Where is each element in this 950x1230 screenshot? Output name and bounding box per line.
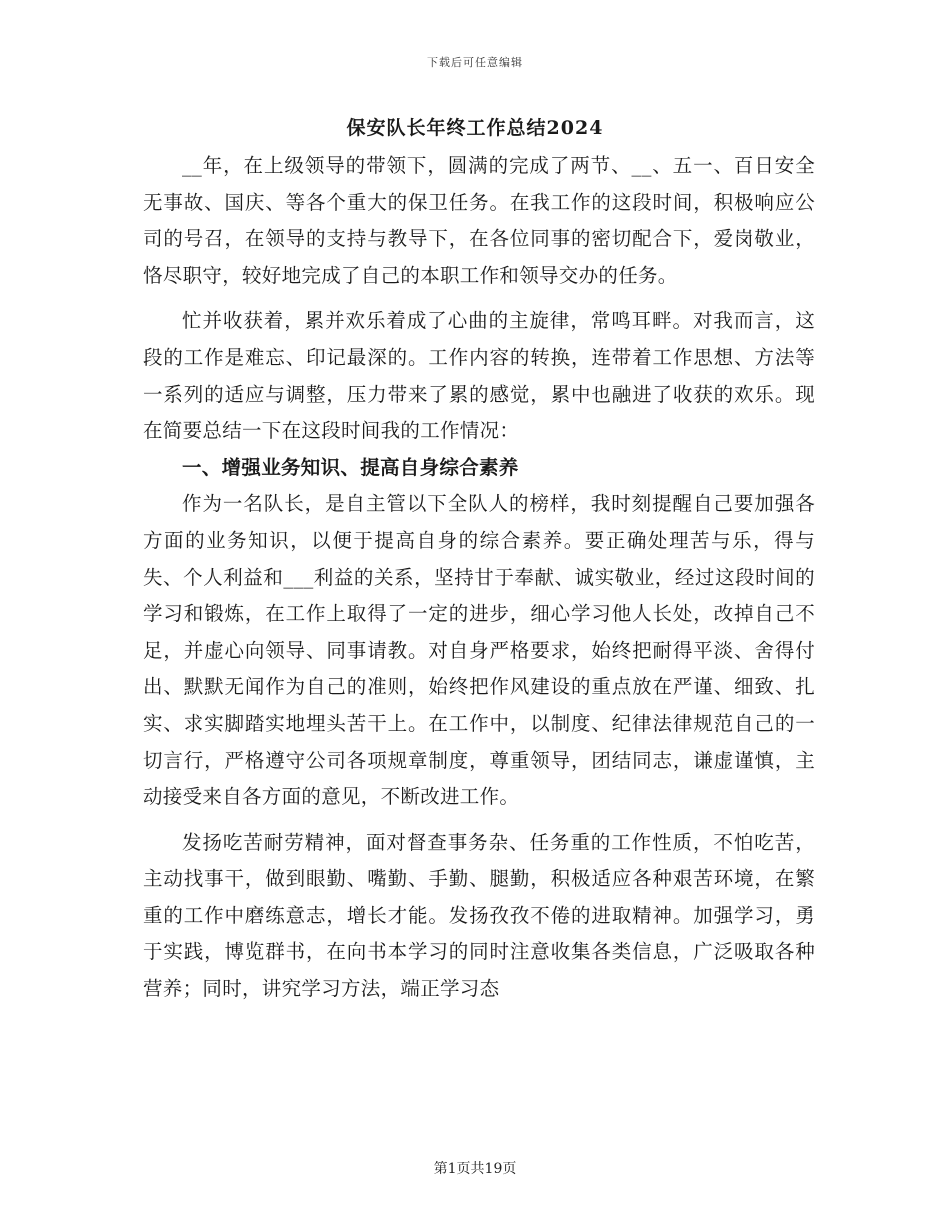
paragraph-section-1-cont: 发扬吃苦耐劳精神，面对督查事务杂、任务重的工作性质，不怕吃苦，主动找事干，做到眼勤、嘴勤、手勤、腿勤，积极适应各种艰苦环境，在繁重的工作中磨练意志，增长才能。发扬孜孜不倦的进取精神。加强学习，勇于实践，博览群书，在向书本学习的同时注意收集各类信息，广泛吸取各种营养；同时，讲究学习方法，端正学习态 xyxy=(143,830,815,1001)
section-heading-1: 一、增强业务知识、提高自身综合素养 xyxy=(182,455,519,479)
paragraph-intro: __年，在上级领导的带领下，圆满的完成了两节、__、五一、百日安全无事故、国庆、等各个重大的保卫任务。在我工作的这段时间，积极响应公司的号召，在领导的支持与教导下，在各位同事的密切配合下，爱岗敬业，恪尽职守，较好地完成了自己的本职工作和领导交办的任务。 xyxy=(143,154,815,287)
page-number: 第1页共19页 xyxy=(433,1161,517,1177)
document-body xyxy=(143,148,815,1008)
paragraph-section-1: 作为一名队长，是自主管以下全队人的榜样，我时刻提醒自己要加强各方面的业务知识，以便于提高自身的综合素养。要正确处理苦与乐，得与失、个人利益和___利益的关系，坚持甘于奉献、诚实敬业，经过这段时间的学习和锻炼，在工作上取得了一定的进步，细心学习他人长处，改掉自己不足，并虚心向领导、同事请教。对自身严格要求，始终把耐得平淡、舍得付出、默默无闻作为自己的准则，始终把作风建设的重点放在严谨、细致、扎实、求实脚踏实地埋头苦干上。在工作中，以制度、纪律法律规范自己的一切言行，严格遵守公司各项规章制度，尊重领导，团结同志，谦虚谨慎，主动接受来自各方面的意见，不断改进工作。 xyxy=(143,492,815,809)
page-header-note: 下载后可任意编辑 xyxy=(427,56,523,69)
paragraph-summary: 忙并收获着，累并欢乐着成了心曲的主旋律，常鸣耳畔。对我而言，这段的工作是难忘、印记最深的。工作内容的转换，连带着工作思想、方法等一系列的适应与调整，压力带来了累的感觉，累中也融进了收获的欢乐。现在简要总结一下在这段时间我的工作情况： xyxy=(143,309,815,443)
document-title: 保安队长年终工作总结2024 xyxy=(346,117,604,139)
